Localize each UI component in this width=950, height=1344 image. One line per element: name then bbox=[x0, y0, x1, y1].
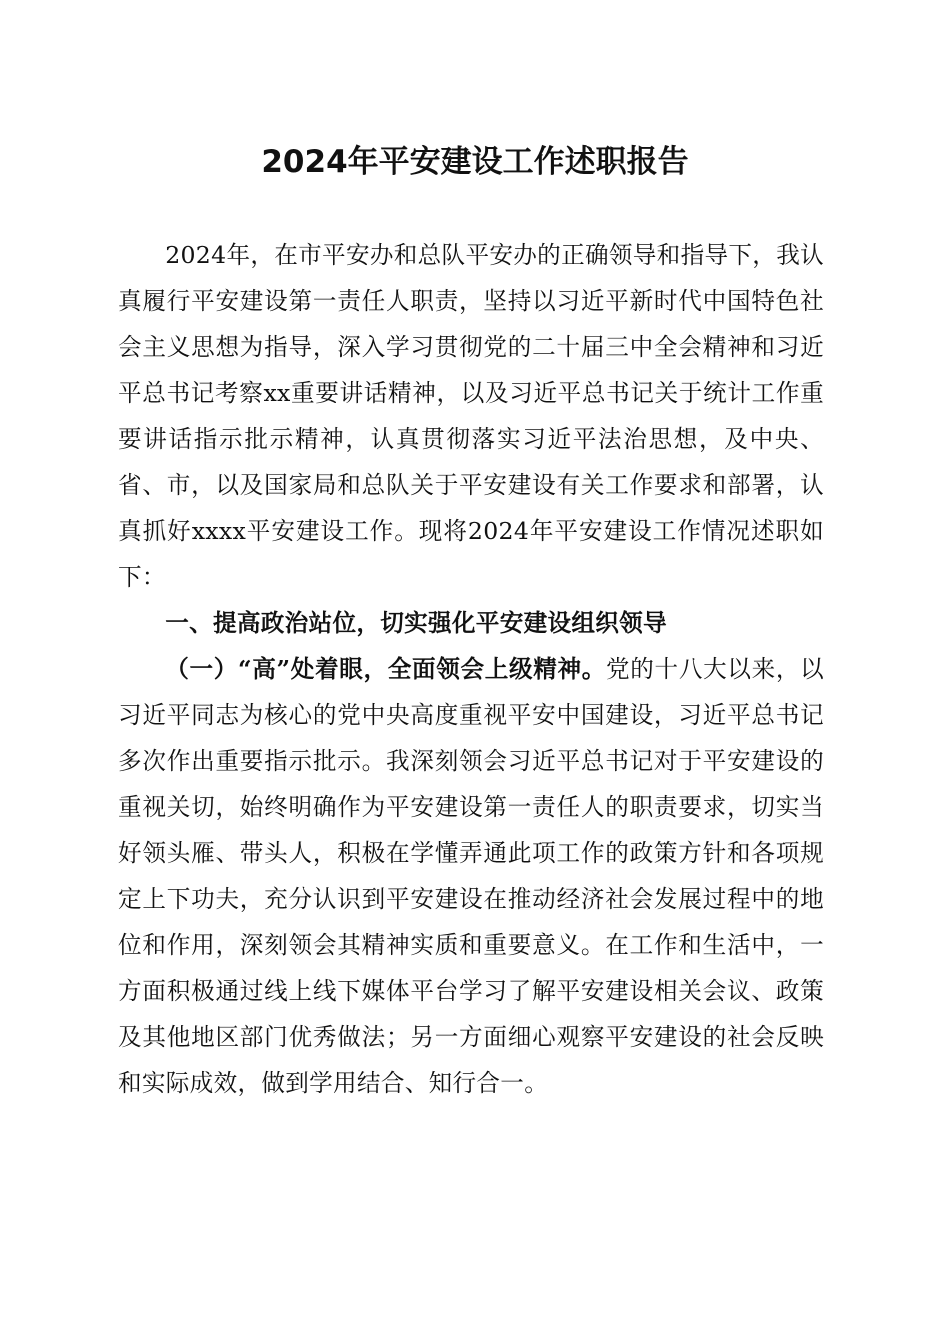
intro-paragraph: 2024年，在市平安办和总队平安办的正确领导和指导下，我认真履行平安建设第一责任人职责，坚持以习近平新时代中国特色社会主义思想为指导，深入学习贯彻党的二十届三中全会精神和习近平总书记考察xx重要讲话精神，以及习近平总书记关于统计工作重要讲话指示批示精神，认真贯彻落实习近平法治思想，及中央、省、市，以及国家局和总队关于平安建设有关工作要求和部署，认真抓好xxxx平安建设工作。现将2024年平安建设工作情况述职如下： bbox=[118, 241, 824, 591]
document-title: 2024年平安建设工作述职报告 bbox=[261, 144, 689, 180]
document-body bbox=[118, 232, 824, 1106]
section-heading: 一、提高政治站位，切实强化平安建设组织领导 bbox=[165, 609, 667, 637]
subsection-paragraph bbox=[118, 646, 824, 1106]
subsection-lead: （一）“高”处着眼，全面领会上级精神。 bbox=[165, 655, 607, 683]
subsection-text: 党的十八大以来，以习近平同志为核心的党中央高度重视平安中国建设，习近平总书记多次作出重要指示批示。我深刻领会习近平总书记对于平安建设的重视关切，始终明确作为平安建设第一责任人的职责要求，切实当好领头雁、带头人，积极在学懂弄通此项工作的政策方针和各项规定上下功夫，充分认识到平安建设在推动经济社会发展过程中的地位和作用，深刻领会其精神实质和重要意义。在工作和生活中，一方面积极通过线上线下媒体平台学习了解平安建设相关会议、政策及其他地区部门优秀做法；另一方面细心观察平安建设的社会反映和实际成效，做到学用结合、知行合一。 bbox=[118, 655, 825, 1097]
